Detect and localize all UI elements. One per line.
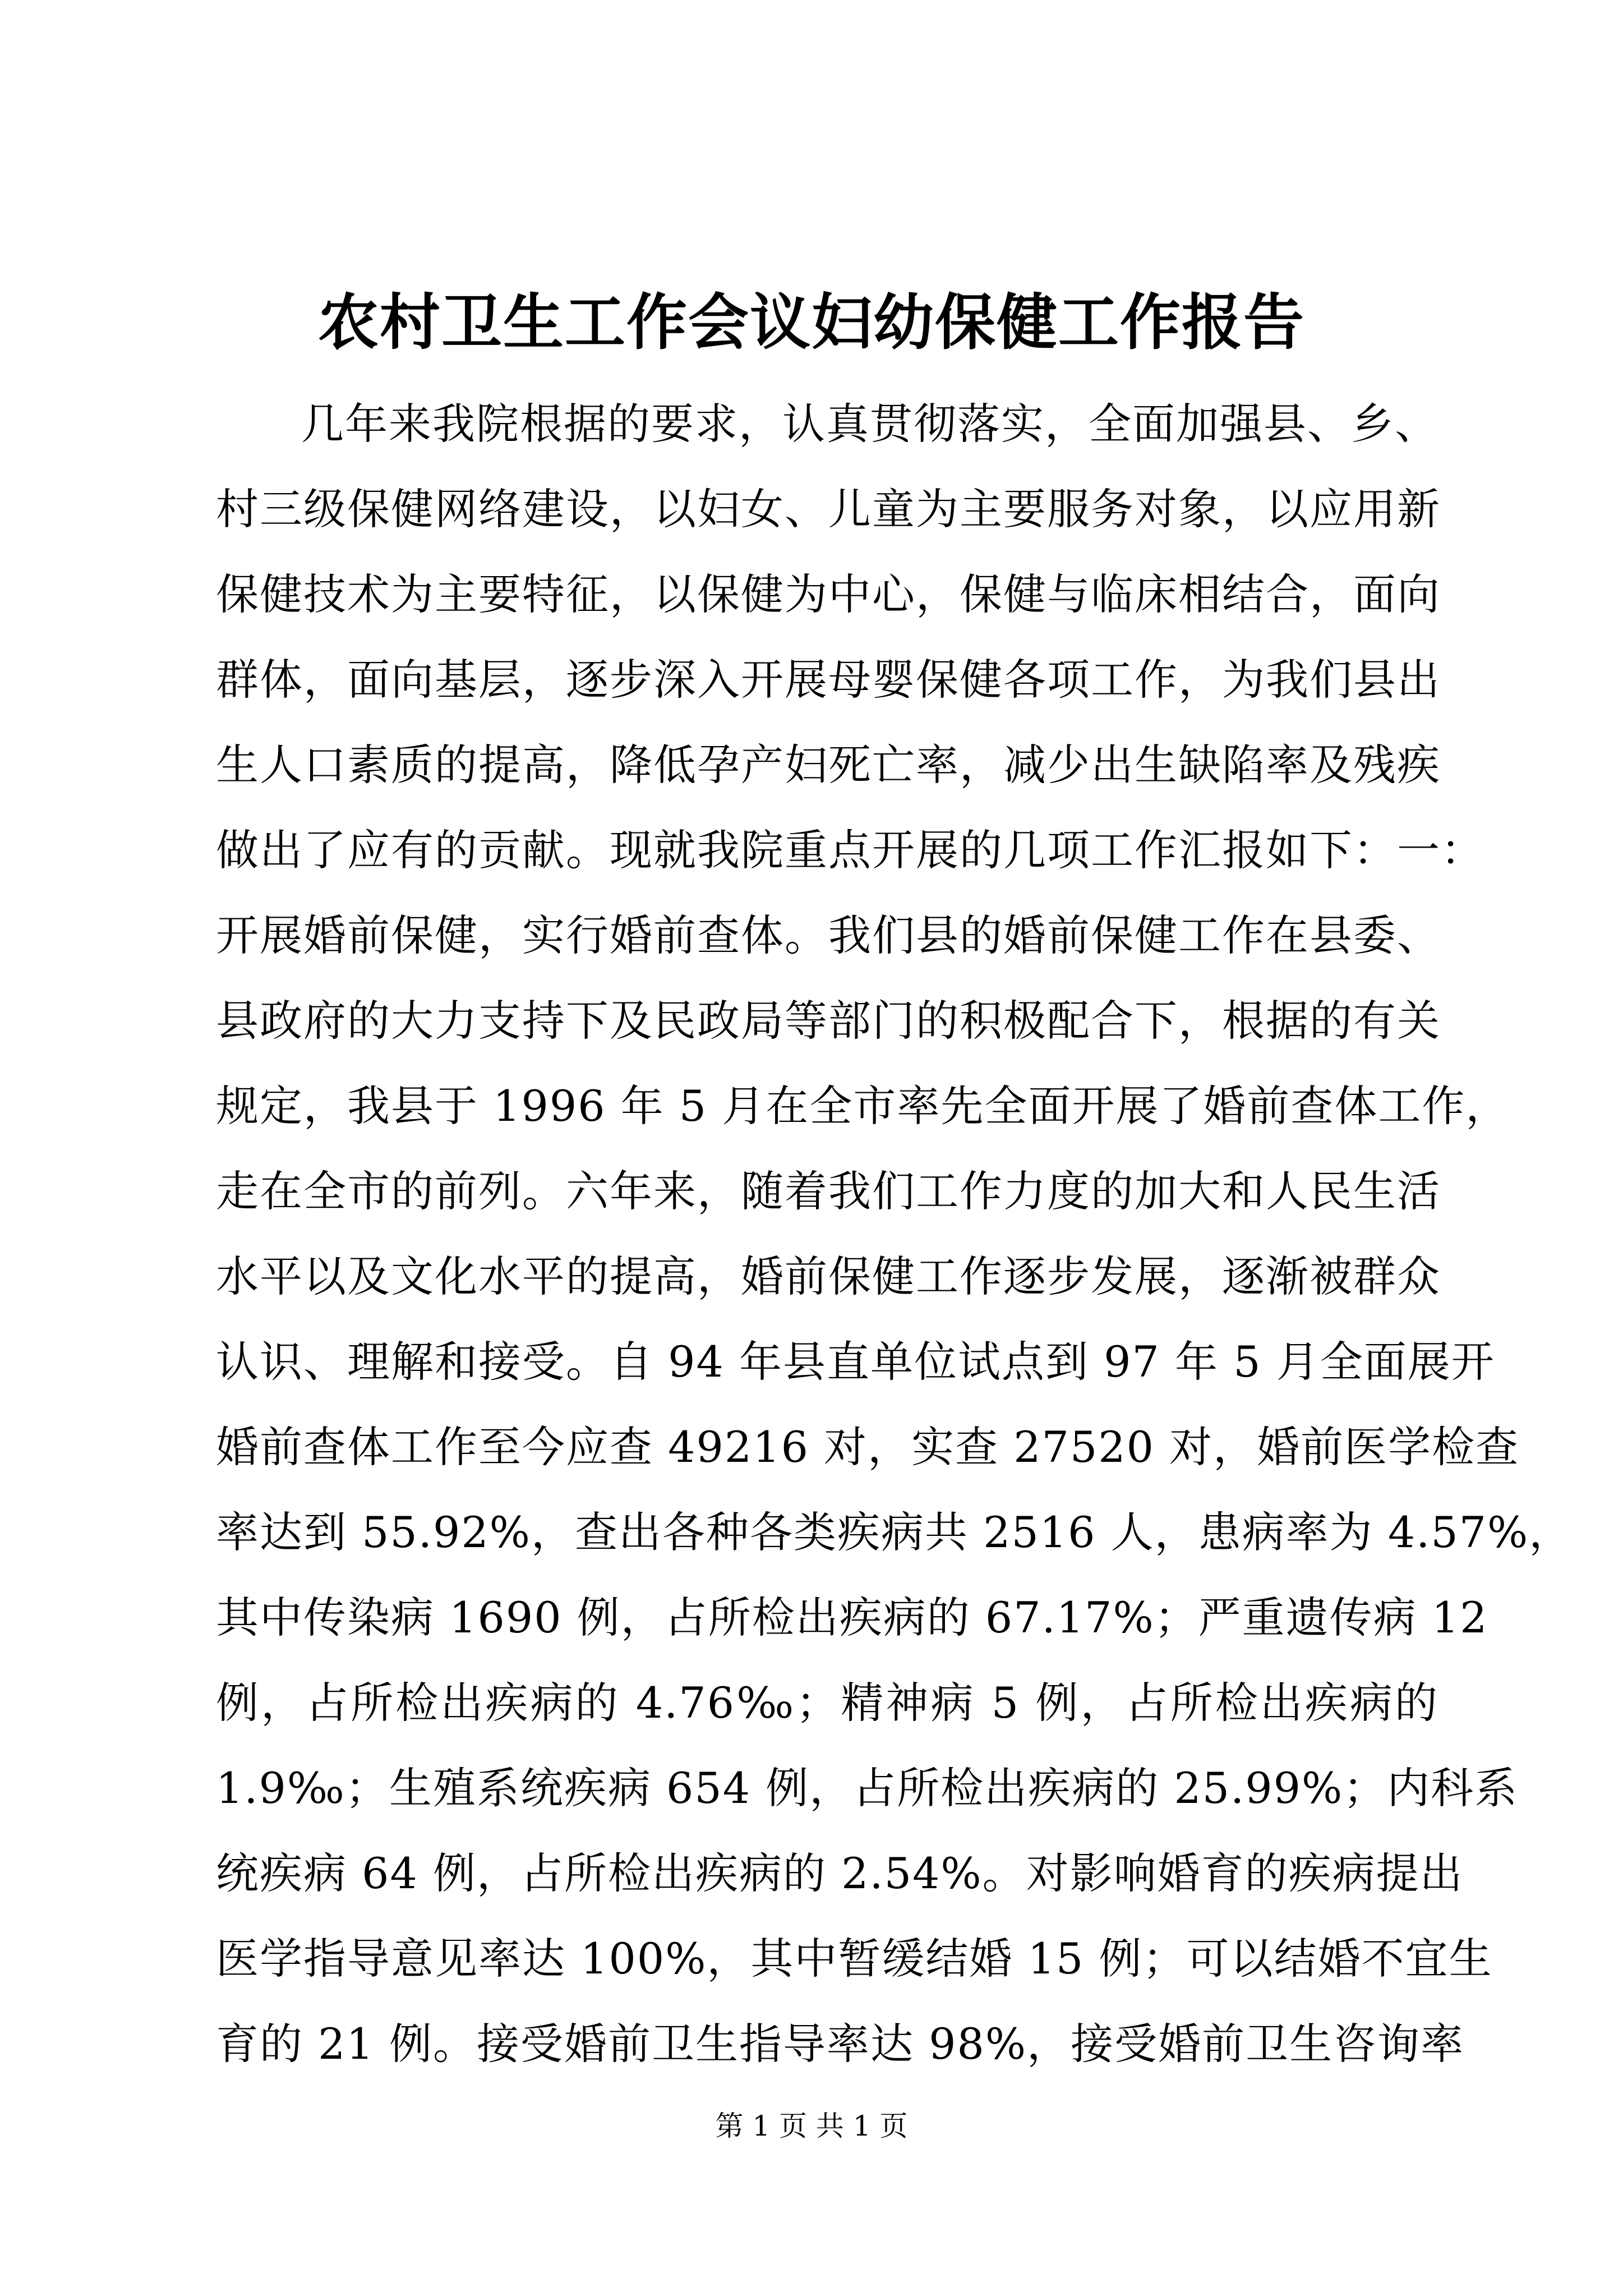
document-title: 农村卫生工作会议妇幼保健工作报告 — [317, 287, 1305, 358]
body-line: 水平以及文化水平的提高，婚前保健工作逐步发展，逐渐被群众 — [216, 1251, 1441, 1301]
body-line: 走在全市的前列。六年来，随着我们工作力度的加大和人民生活 — [216, 1166, 1441, 1216]
body-line: 率达到 55.92%，查出各种各类疾病共 2516 人，患病率为 4.57%， — [216, 1507, 1573, 1557]
body-line: 群体，面向基层，逐步深入开展母婴保健各项工作，为我们县出 — [216, 655, 1441, 705]
body-line: 村三级保健网络建设，以妇女、儿童为主要服务对象，以应用新 — [216, 484, 1441, 534]
page-number-footer: 第 1 页 共 1 页 — [715, 2110, 908, 2142]
body-line: 做出了应有的贡献。现就我院重点开展的几项工作汇报如下：一： — [216, 825, 1484, 875]
body-line: 1.9‰；生殖系统疾病 654 例，占所检出疾病的 25.99%；内科系 — [216, 1763, 1519, 1813]
document-body — [216, 381, 1573, 2087]
body-line: 婚前查体工作至今应查 49216 对，实查 27520 对，婚前医学检查 — [216, 1422, 1520, 1472]
body-line: 开展婚前保健，实行婚前查体。我们县的婚前保健工作在县委、 — [216, 910, 1441, 960]
body-line: 认识、理解和接受。自 94 年县直单位试点到 97 年 5 月全面展开 — [216, 1337, 1495, 1387]
body-line: 例，占所检出疾病的 4.76‰；精神病 5 例，占所检出疾病的 — [216, 1678, 1438, 1728]
body-line: 县政府的大力支持下及民政局等部门的积极配合下，根据的有关 — [216, 996, 1441, 1046]
body-line: 保健技术为主要特征，以保健为中心，保健与临床相结合，面向 — [216, 569, 1441, 619]
body-line: 生人口素质的提高，降低孕产妇死亡率，减少出生缺陷率及残疾 — [216, 740, 1441, 790]
body-line: 医学指导意见率达 100%，其中暂缓结婚 15 例；可以结婚不宜生 — [216, 1934, 1493, 1984]
body-line: 规定，我县于 1996 年 5 月在全市率先全面开展了婚前查体工作， — [216, 1081, 1510, 1131]
body-line: 几年来我院根据的要求，认真贯彻落实，全面加强县、乡、 — [301, 399, 1438, 449]
body-line: 其中传染病 1690 例，占所检出疾病的 67.17%；严重遗传病 12 — [216, 1593, 1488, 1642]
body-line: 统疾病 64 例，占所检出疾病的 2.54%。对影响婚育的疾病提出 — [216, 1848, 1464, 1898]
body-line: 育的 21 例。接受婚前卫生指导率达 98%，接受婚前卫生咨询率 — [216, 2019, 1465, 2069]
